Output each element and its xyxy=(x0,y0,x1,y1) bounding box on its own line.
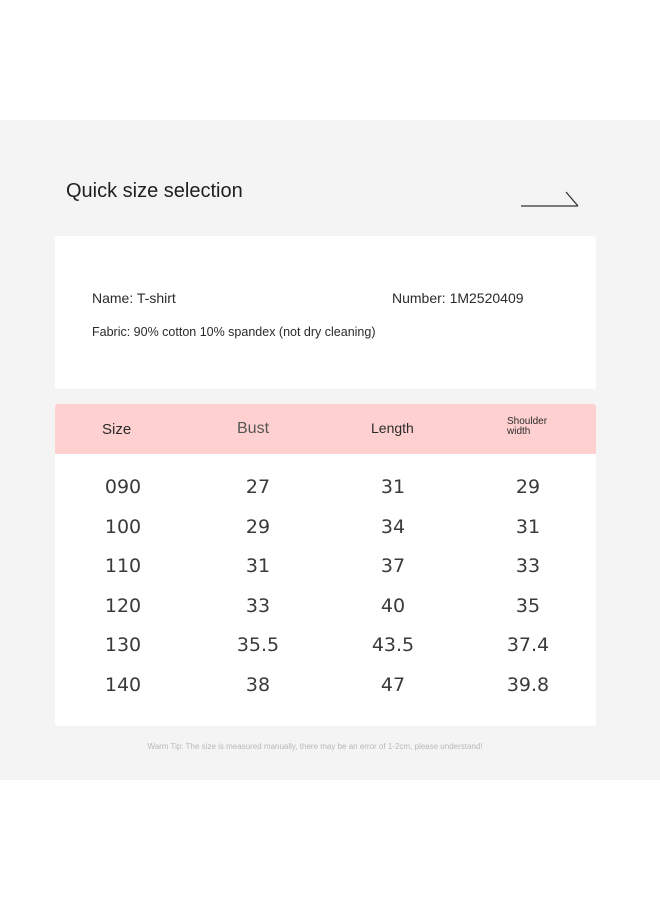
cell-size: 140 xyxy=(104,674,142,696)
header-size: Size xyxy=(102,421,132,438)
cell-length: 43.5 xyxy=(371,634,415,656)
cell-shoulder: 33 xyxy=(515,555,541,577)
arrow-right-icon xyxy=(520,188,582,210)
table-row xyxy=(55,595,596,635)
cell-length: 37 xyxy=(380,555,406,577)
cell-size: 110 xyxy=(104,555,142,577)
page-title: Quick size selection xyxy=(66,180,243,202)
cell-bust: 38 xyxy=(245,674,271,696)
product-fabric: Fabric: 90% cotton 10% spandex (not dry cleaning) xyxy=(92,325,376,339)
cell-length: 34 xyxy=(380,516,406,538)
cell-size: 100 xyxy=(104,516,142,538)
table-row xyxy=(55,634,596,674)
cell-size: 120 xyxy=(104,595,142,617)
cell-shoulder: 29 xyxy=(515,476,541,498)
header-shoulder-width: Shoulder width xyxy=(507,416,548,437)
table-row xyxy=(55,674,596,714)
cell-shoulder: 31 xyxy=(515,516,541,538)
table-row xyxy=(55,476,596,516)
cell-shoulder: 37.4 xyxy=(506,634,550,656)
table-row xyxy=(55,555,596,595)
header-bust: Bust xyxy=(237,420,270,437)
cell-size: 090 xyxy=(104,476,142,498)
cell-shoulder: 35 xyxy=(515,595,541,617)
cell-length: 31 xyxy=(380,476,406,498)
cell-bust: 29 xyxy=(245,516,271,538)
product-name: Name: T-shirt xyxy=(92,290,176,306)
cell-bust: 35.5 xyxy=(236,634,280,656)
table-row xyxy=(55,516,596,556)
cell-length: 47 xyxy=(380,674,406,696)
product-info-card xyxy=(55,236,596,389)
product-number: Number: 1M2520409 xyxy=(392,290,524,306)
cell-length: 40 xyxy=(380,595,406,617)
cell-bust: 27 xyxy=(245,476,271,498)
cell-bust: 31 xyxy=(245,555,271,577)
cell-bust: 33 xyxy=(245,595,271,617)
cell-shoulder: 39.8 xyxy=(506,674,550,696)
header-length: Length xyxy=(371,420,414,436)
size-table xyxy=(55,404,596,726)
warm-tip: Warm Tip: The size is measured manually, there may be an error of 1-2cm, please understand! xyxy=(147,742,483,751)
cell-size: 130 xyxy=(104,634,142,656)
table-header xyxy=(55,404,596,454)
